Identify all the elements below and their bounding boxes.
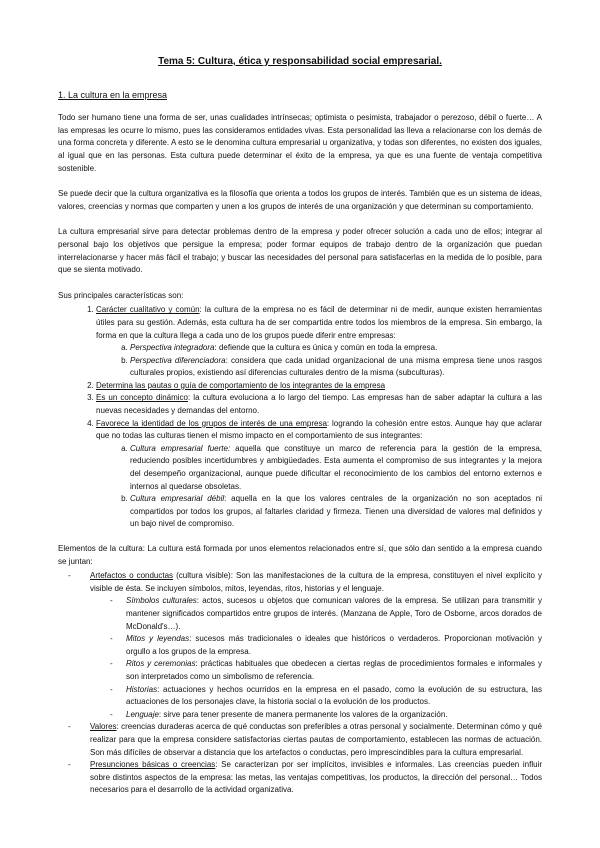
paragraph-purpose: La cultura empresarial sirve para detectar problemas dentro de la empresa y poder ofrecer solución a cada uno de ellos; integrar al personal bajo los objetivos que persigue la empresa; poder formar equipos de trabajo dentro de la organización que puedan interrelacionarse y hacer más fácil el trabajo; y buscar las necesidades del personal para satisfacerlas en la medida de lo posible, para que se sienta motivado. [58, 227, 542, 275]
item-term: Historias [126, 684, 158, 694]
item-term: Favorece la identidad de los grupos de interés de una empresa [96, 418, 327, 428]
item-term: Cultura empresarial fuerte: [130, 443, 231, 453]
list-item [90, 721, 542, 759]
item-text: : logrando la cohesión entre estos. Aunque hay que aclarar que no todas las culturas tienen el mismo impacto en el comportamiento de sus integrantes: [96, 418, 543, 441]
item-text: : actos, sucesos u objetos que comunican valores de la empresa. Se utilizan para transmitir y mantener significados compartidos entre grupos de interés. (Manzana de Apple, Toro de Osborne, arcos dorados de McDonald's…). [126, 596, 542, 631]
item-term: Carácter cualitativo y común [96, 305, 200, 315]
sublist-item [126, 709, 542, 722]
list-item [90, 759, 542, 797]
sublist-item [126, 684, 542, 709]
item-term: Símbolos culturales [126, 596, 197, 606]
sublist-item [126, 595, 542, 633]
item-text: : sirve para tener presente de manera permanente los valores de la organización. [158, 709, 448, 719]
item-text: : Se caracterizan por ser implícitos, invisibles e informales. Las creencias pueden influir sobre distintos aspectos de la empresa: las metas, las ventajas competitivas, los productos, la dirección del personal… Todos necesarios para el desarrollo de la actividad organizativa. [90, 760, 542, 795]
list-item [96, 380, 542, 393]
elements-intro: Elementos de la cultura: La cultura está formada por unos elementos relacionados entre sí, que sólo dan sentido a la empresa cuando se juntan: [58, 544, 542, 566]
item-term: Es un concepto dinámico [96, 393, 188, 403]
list-item [96, 392, 542, 417]
sublist [96, 342, 542, 380]
list-item [96, 304, 542, 380]
sublist-item [130, 493, 542, 531]
item-term: Valores [90, 722, 117, 732]
item-text: : actuaciones y hechos ocurridos en la empresa en el pasado, como la evolución de su estructura, las actuaciones de los personajes clave, la historia social o la evolución de los productos. [126, 684, 542, 707]
paragraph-intro: Todo ser humano tiene una forma de ser, unas cualidades intrínsecas; optimista o pesimista, trabajador o perezoso, débil o fuerte… A las empresas les ocurre lo mismo, pues las consideramos entidades vivas. Esta personalidad las lleva a relacionarse con los demás de una forma concreta y diferente. A esto se le denomina cultura empresarial u organizativa, y todas son diferentes, no existen dos iguales, al igual que en las personas. Esta cultura puede determinar el éxito de la empresa, ya que es una fuente de ventaja competitiva sostenible. [58, 113, 542, 173]
item-term: Perspectiva integradora [130, 343, 215, 353]
sublist-item [130, 342, 542, 355]
item-term: Lenguaje [126, 709, 159, 719]
sublist [96, 443, 542, 531]
item-text: aquella que constituye un marco de referencia para la gestión de la empresa, reduciendo posibles incertidumbres y ambigüedades. Esta aumenta el compromiso de sus integrantes y la mejora del desempeño organizacional, aunque puede dificultar el reconocimiento de los cambios del entorno externos e internos al quedarse obsoletas. [130, 443, 542, 491]
item-text: : aquella en la que los valores centrales de la organización no son aceptados ni compartidos por todos los grupos, al faltarles claridad y firmeza. Tienen una diversidad de valores mal definidos y un bajo nivel de compromiso. [130, 494, 542, 529]
item-text: : sucesos más tradicionales o ideales que históricos o verdaderos. Proporcionan motivación y orgullo a los grupos de la empresa. [126, 634, 542, 656]
item-text: : la cultura de la empresa no es fácil de determinar ni de medir, aunque existen herramientas útiles para su gestión. Además, esta cultura ha de ser compartida entre todos los miembros de la empresa. Sin embargo, la forma en que la cultura llega a cada uno de los grupos puede diferir entre empresas: [96, 305, 542, 340]
item-term: Mitos y leyendas [126, 634, 190, 644]
sublist-item [126, 658, 542, 683]
item-term: Determina las pautas o guía de comportamiento de los integrantes de la empresa [96, 380, 386, 390]
paragraph-definition: Se puede decir que la cultura organizativa es la filosofía que orienta a todos los grupos de interés. También que es un sistema de ideas, valores, creencias y normas que comparten y unen a los grupos de interés de una organización y que determinan su comportamiento. [58, 189, 542, 211]
sublist [90, 595, 542, 721]
section-heading: 1. La cultura en la empresa [58, 89, 168, 100]
item-term: Cultura empresarial débil [130, 494, 225, 504]
item-term: Ritos y ceremonias [126, 659, 196, 669]
item-term: Artefactos o conductas [90, 571, 174, 581]
item-text: (cultura visible): Son las manifestaciones de la cultura de la empresa, constituyen el nivel explícito y visible de ésta. Se incluyen símbolos, mitos, leyendas, ritos, historias y el lenguaje. [90, 571, 542, 593]
sublist-item [130, 443, 542, 493]
item-text: : creencias duraderas acerca de qué conductas son preferibles a otras personal y socialmente. Determinan cómo y qué realizar para que la empresa considere satisfactorias ciertas pautas de comportamiento, establecen las normas de actuación. Son más difíciles de observar a distancia que los artefactos o conductas, pero imprescindibles para la cultura empresarial. [90, 722, 542, 757]
characteristics-list [58, 304, 542, 531]
item-text: : prácticas habituales que obedecen a ciertas reglas de procedimientos formales e informales y son interpretados como un simbolismo de referencia. [126, 659, 542, 681]
list-item [96, 418, 542, 531]
page-title: Tema 5: Cultura, ética y responsabilidad social empresarial. [158, 56, 442, 67]
item-text: : defiende que la cultura es única y común en toda la empresa. [214, 343, 438, 353]
sublist-item [130, 355, 542, 380]
elements-list [58, 570, 542, 797]
item-text: : la cultura evoluciona a lo largo del tiempo. Las empresas han de saber adaptar la cultura a las nuevas necesidades y demandas del entorno. [96, 393, 543, 416]
item-term: Presunciones básicas o creencias [90, 760, 216, 770]
item-term: Perspectiva diferenciadora [130, 355, 226, 365]
document-page [58, 56, 542, 797]
sublist-item [126, 633, 542, 658]
list-item [90, 570, 542, 721]
item-text: : considera que cada unidad organizacional de una misma empresa tiene unos rasgos culturales propios, existiendo así diferencias culturales dentro de la misma (subculturas). [130, 355, 542, 378]
characteristics-intro: Sus principales características son: [58, 290, 184, 300]
